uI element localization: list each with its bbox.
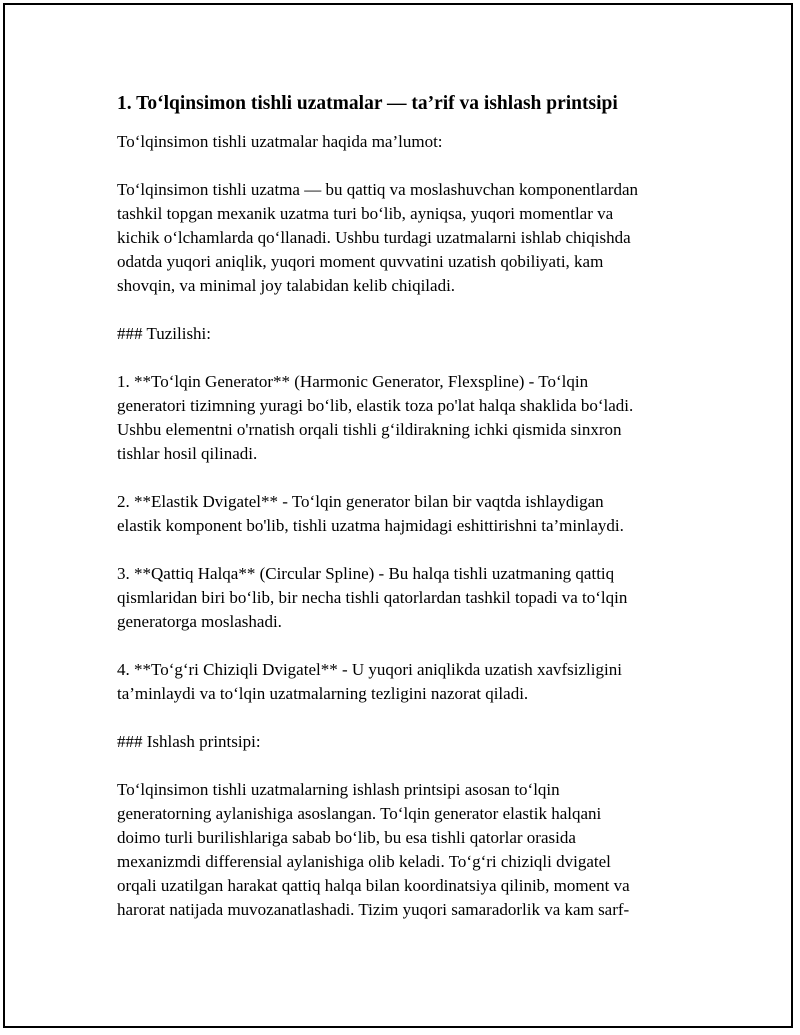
text-line: kichik o‘lchamlarda qo‘llanadi. Ushbu turdagi uzatmalarni ishlab chiqishda [117, 228, 631, 247]
paragraph-gap [117, 706, 707, 730]
structure-heading: ### Tuzilishi: [117, 324, 212, 343]
structure-item-2 [117, 490, 707, 538]
paragraph-gap [117, 346, 707, 370]
text-line: generatorning aylanishiga asoslangan. To‘lqin generator elastik halqani [117, 804, 602, 823]
text-line: harorat natijada muvozanatlashadi. Tizim yuqori samaradorlik va kam sarf- [117, 900, 630, 919]
structure-item-3 [117, 562, 707, 634]
text-line: To‘lqinsimon tishli uzatma — bu qattiq va moslashuvchan komponentlardan [117, 180, 638, 199]
text-line: orqali uzatilgan harakat qattiq halqa bilan koordinatsiya qilinib, moment va [117, 876, 630, 895]
paragraph-gap [117, 154, 707, 178]
structure-item-1 [117, 370, 707, 466]
principle-paragraph [117, 778, 707, 922]
principle-heading: ### Ishlash printsipi: [117, 732, 261, 751]
text-line: elastik komponent bo'lib, tishli uzatma hajmidagi eshittirishni ta’minlaydi. [117, 516, 624, 535]
paragraph-gap [117, 634, 707, 658]
text-line: 2. **Elastik Dvigatel** - To‘lqin generator bilan bir vaqtda ishlaydigan [117, 492, 604, 511]
structure-item-4 [117, 658, 707, 706]
document-title: 1. To‘lqinsimon tishli uzatmalar — ta’rif va ishlash printsipi [117, 93, 618, 114]
paragraph-gap [117, 298, 707, 322]
paragraph-gap [117, 466, 707, 490]
text-line: ta’minlaydi va to‘lqin uzatmalarning tezligini nazorat qiladi. [117, 684, 529, 703]
paragraph-gap [117, 538, 707, 562]
text-line: tishlar hosil qilinadi. [117, 444, 258, 463]
text-line: To‘lqinsimon tishli uzatmalarning ishlash printsipi asosan to‘lqin [117, 780, 560, 799]
text-line: qismlaridan biri bo‘lib, bir necha tishli qatorlardan tashkil topadi va to‘lqin [117, 588, 628, 607]
text-line: generatorga moslashadi. [117, 612, 282, 631]
text-line: 3. **Qattiq Halqa** (Circular Spline) - Bu halqa tishli uzatmaning qattiq [117, 564, 615, 583]
text-line: generatori tizimning yuragi bo‘lib, elastik toza po'lat halqa shaklida bo‘ladi. [117, 396, 634, 415]
definition-paragraph [117, 178, 707, 298]
text-line: shovqin, va minimal joy talabidan kelib chiqiladi. [117, 276, 456, 295]
text-line: odatda yuqori aniqlik, yuqori moment quvvatini uzatish qobiliyati, kam [117, 252, 604, 271]
text-line: doimo turli burilishlariga sabab bo‘lib, bu esa tishli qatorlar orasida [117, 828, 576, 847]
text-line: 1. **To‘lqin Generator** (Harmonic Generator, Flexspline) - To‘lqin [117, 372, 589, 391]
document-body [117, 92, 707, 922]
text-line: 4. **To‘g‘ri Chiziqli Dvigatel** - U yuqori aniqlikda uzatish xavfsizligini [117, 660, 622, 679]
text-line: mexanizmdi differensial aylanishiga olib keladi. To‘g‘ri chiziqli dvigatel [117, 852, 611, 871]
text-line: Ushbu elementni o'rnatish orqali tishli g‘ildirakning ichki qismida sinxron [117, 420, 622, 439]
paragraph-gap [117, 754, 707, 778]
text-line: tashkil topgan mexanik uzatma turi bo‘lib, ayniqsa, yuqori momentlar va [117, 204, 614, 223]
intro-paragraph: To‘lqinsimon tishli uzatmalar haqida ma’lumot: [117, 132, 443, 151]
